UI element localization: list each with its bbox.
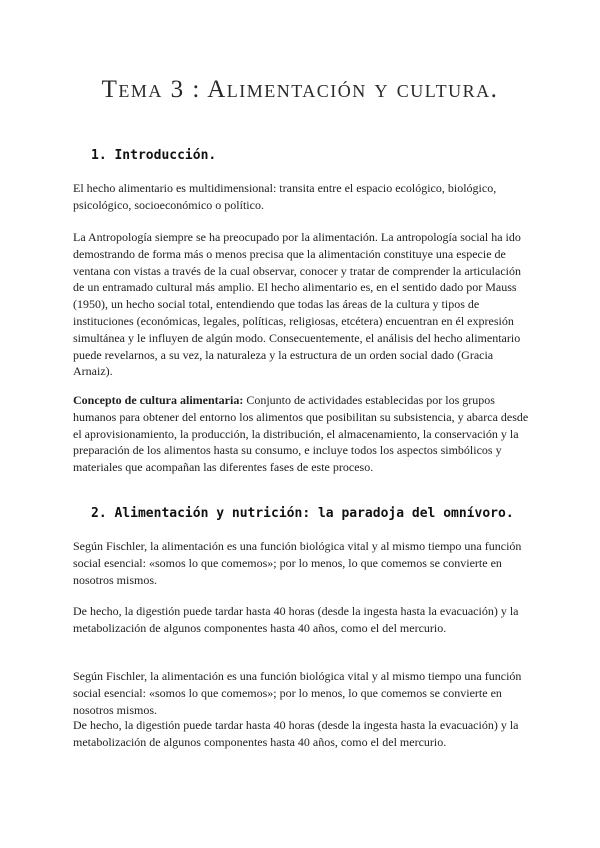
paragraph-antropologia: La Antropología siempre se ha preocupado por la alimentación. La antropología social ha ido demostrando de forma más o menos precisa que la alimentación constituye una especie de ventana con vistas a través de la cual observar, conocer y tratar de comprender la articulación de un entramado cultural más amplio. El hecho alimentario es, en el sentido dado por Mauss (1950), un hecho social total, entendiendo que todas las áreas de la cultura y tipos de instituciones (económicas, legales, políticas, religiosas, etcétera) encuentran en él expresión simultánea y le influyen de algún modo. Consecuentemente, el análisis del hecho alimentario puede revelarnos, a su vez, la naturaleza y la estructura de un orden social dado (Gracia Arnaiz). [73,230,521,379]
paragraph-digestion-repeat: De hecho, la digestión puede tardar hasta 40 horas (desde la ingesta hasta la evacuación) y la metabolización de algunos componentes hasta 40 años, como el del mercurio. [73,718,519,749]
definition-cultura-alimentaria: Conjunto de actividades establecidas por los grupos humanos para obtener del entorno los alimentos que posibilitan su subsistencia, y abarca desde el aprovisionamiento, la producción, la distribución, el almacenamiento, la conservación y la preparación de los alimentos hasta su consumo, e incluye todos los aspectos simbólicos y materiales que acompañan las diferentes fases de este proceso. [73,393,529,475]
section-heading-alimentacion-nutricion: 2. Alimentación y nutrición: la paradoja del omnívoro. [91,506,514,521]
term-cultura-alimentaria: Concepto de cultura alimentaria: [73,393,244,407]
paragraph-fischler: Según Fischler, la alimentación es una función biológica vital y al mismo tiempo una función social esencial: «somos lo que comemos»; por lo menos, lo que comemos se convierte en nosotros mismos. [73,539,522,587]
paragraph-digestion: De hecho, la digestión puede tardar hasta 40 horas (desde la ingesta hasta la evacuación) y la metabolización de algunos componentes hasta 40 años, como el del mercurio. [73,604,519,635]
page-title: Tema 3 : Alimentación y cultura. [101,76,499,103]
section-heading-introduccion: 1. Introducción. [91,148,217,163]
paragraph-cultura-alimentaria [73,392,533,476]
paragraph-fischler-repeat: Según Fischler, la alimentación es una función biológica vital y al mismo tiempo una función social esencial: «somos lo que comemos»; por lo menos, lo que comemos se convierte en nosotros mismos. [73,669,522,717]
paragraph-multidimensional: El hecho alimentario es multidimensional: transita entre el espacio ecológico, biológico, psicológico, socioeconómico o político. [73,181,497,212]
